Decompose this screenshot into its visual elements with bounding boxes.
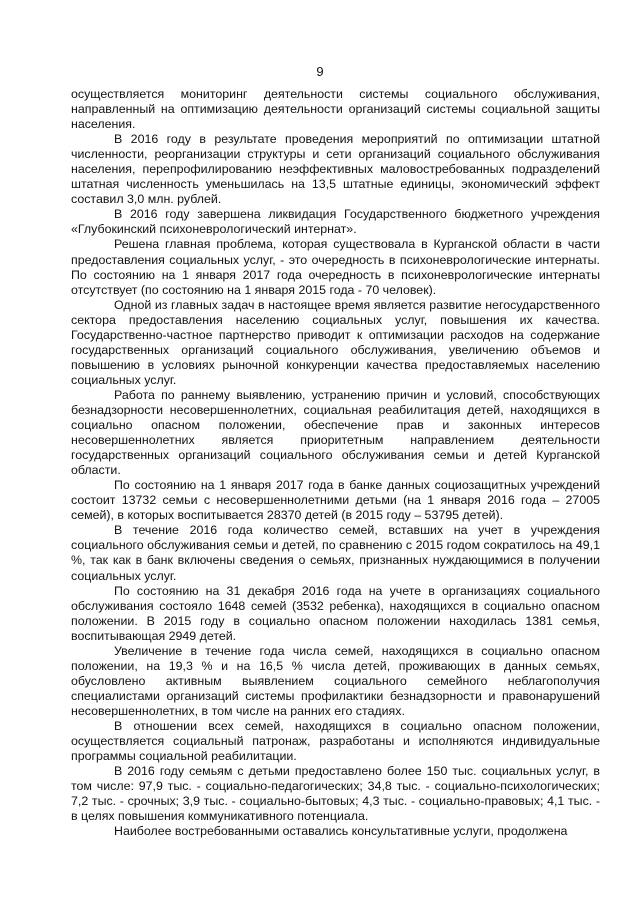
paragraph-13: Наиболее востребованными оставались консультативные услуги, продолжена	[114, 824, 568, 839]
paragraph-6: Работа по раннему выявлению, устранению причин и условий, способствующих безнадзорности несовершеннолетних, социальная реабилитация детей, находящихся в социально опасном положении, обеспечение прав и законных интересов несовершеннолетних является приоритетным направлением деятельности государственных организаций социального обслуживания семьи и детей Курганской области.	[71, 387, 600, 478]
paragraph-4: Решена главная проблема, которая существовала в Курганской области в части предоставления социальных услуг, - это очередность в психоневрологические интернаты. По состоянию на 1 января 2017 года очередность в психоневрологические интернаты отсутствует (по состоянию на 1 января 2015 года - 70 человек).	[71, 237, 600, 297]
paragraph-8: В течение 2016 года количество семей, вставших на учет в учреждения социального обслуживания семьи и детей, по сравнению с 2015 годом сократилось на 49,1 %, так как в банк включены сведения о семьях, признанных нуждающимися в получении социальных услуг.	[71, 523, 600, 583]
paragraph-10: Увеличение в течение года числа семей, находящихся в социально опасном положении, на 19,3 % и на 16,5 % числа детей, проживающих в данных семьях, обусловлено активным выявлением социального семейного неблагополучия специалистами организаций системы профилактики безнадзорности и правонарушений несовершеннолетних, в том числе на ранних его стадиях.	[71, 643, 600, 718]
paragraph-12: В 2016 году семьям с детьми предоставлено более 150 тыс. социальных услуг, в том числе: 97,9 тыс. - социально-педагогических; 34,8 тыс. - социально-психологических; 7,2 тыс. - срочных; 3,9 тыс. - социально-бытовых; 4,3 тыс. - социально-правовых; 4,1 тыс. - в целях повышения коммуникативного потенциала.	[71, 764, 600, 824]
document-body	[71, 87, 600, 839]
paragraph-9: По состоянию на 31 декабря 2016 года на учете в организациях социального обслуживания состояло 1648 семей (3532 ребенка), находящихся в социально опасном положении. В 2015 году в социально опасном положении находилась 1381 семья, воспитывающая 2949 детей.	[71, 583, 600, 643]
page-number: 9	[316, 64, 324, 79]
paragraph-2: В 2016 году в результате проведения мероприятий по оптимизации штатной численности, реорганизации структуры и сети организаций социального обслуживания населения, перепрофилированию неэффективных маловостребованных подразделений штатная численность уменьшилась на 13,5 штатные единицы, экономический эффект составил 3,0 млн. рублей.	[71, 132, 600, 207]
paragraph-1: осуществляется мониторинг деятельности системы социального обслуживания, направленный на оптимизацию деятельности организаций системы социальной защиты населения.	[71, 87, 600, 132]
paragraph-7: По состоянию на 1 января 2017 года в банке данных социозащитных учреждений состоит 13732 семьи с несовершеннолетними детьми (на 1 января 2016 года – 27005 семей), в которых воспитывается 28370 детей (в 2015 году – 53795 детей).	[71, 478, 600, 523]
paragraph-3: В 2016 году завершена ликвидация Государственного бюджетного учреждения «Глубокинский психоневрологический интернат».	[71, 207, 600, 237]
paragraph-11: В отношении всех семей, находящихся в социально опасном положении, осуществляется социальный патронаж, разработаны и исполняются индивидуальные программы социальной реабилитации.	[71, 718, 600, 764]
paragraph-5: Одной из главных задач в настоящее время является развитие негосударственного сектора предоставления населению социальных услуг, повышения их качества. Государственно-частное партнерство приводит к оптимизации расходов на содержание государственных организаций социального обслуживания, увеличению объемов и повышению в условиях рыночной конкуренции качества предоставляемых населению социальных услуг.	[71, 297, 600, 387]
